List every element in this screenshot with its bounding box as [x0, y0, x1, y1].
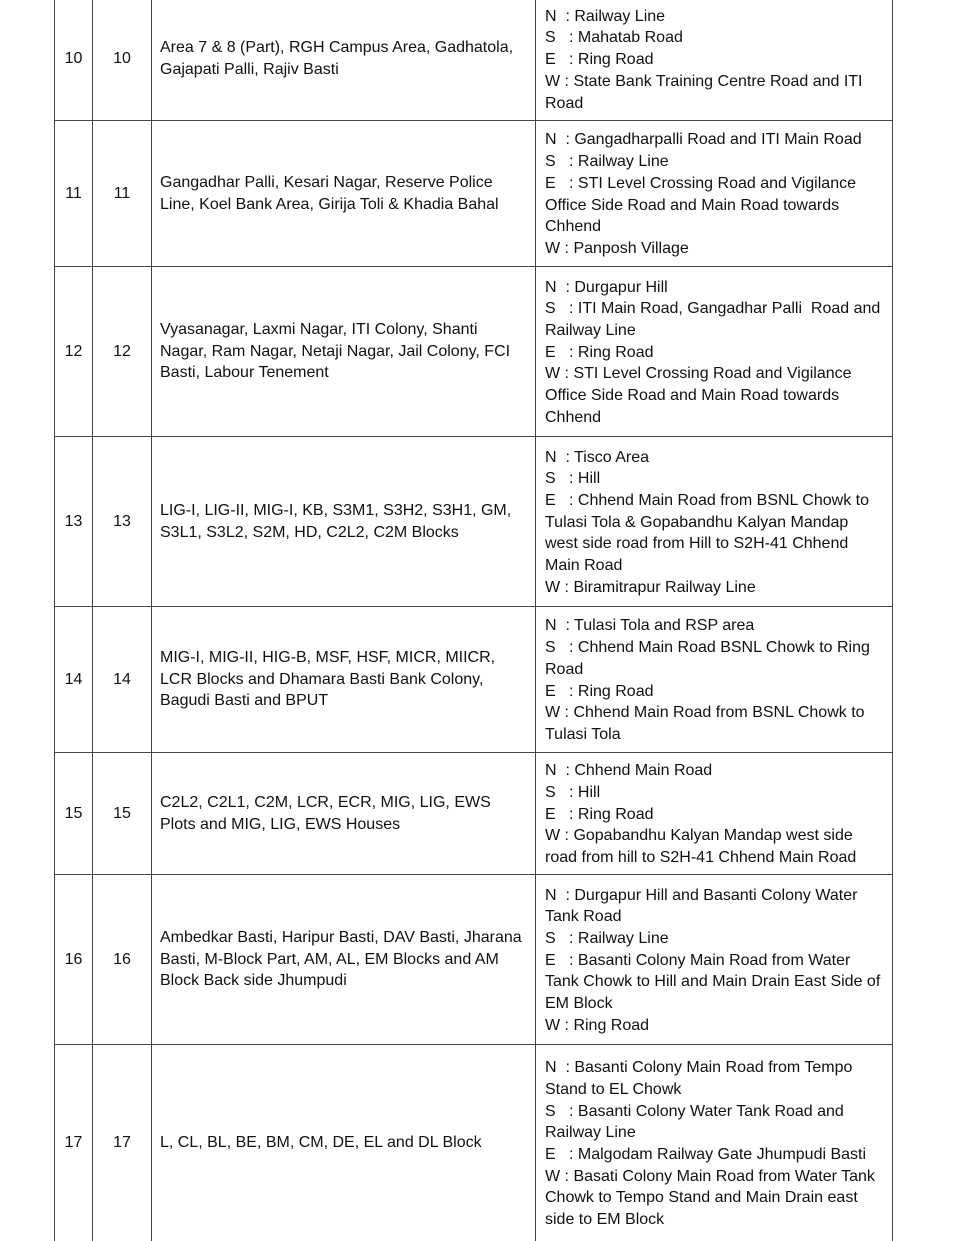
ward-number: 13 [93, 437, 152, 606]
boundary-north: N : Railway Line [545, 7, 666, 25]
boundary-east: E : Chhend Main Road from BSNL Chowk to Tulasi Tola & Gopabandhu Kalyan Mandap west side road from Hill to S2H-41 Chhend Main Road [545, 491, 874, 575]
boundary-east: E : Ring Road [545, 805, 654, 823]
boundary-south: S : Chhend Main Road BSNL Chowk to Ring Road [545, 639, 875, 678]
boundary-south: S : Railway Line [545, 929, 669, 947]
ward-number: 11 [93, 121, 152, 266]
boundary-north: N : Tulasi Tola and RSP area [545, 617, 755, 635]
ward-number: 10 [93, 0, 152, 120]
ward-number: 16 [93, 875, 152, 1044]
table-row [55, 607, 892, 753]
table-row [55, 875, 892, 1045]
boundary-east: E : Ring Road [545, 51, 654, 69]
table-row [55, 437, 892, 607]
serial-number: 13 [55, 437, 93, 606]
boundary-west: W : Gopabandhu Kalyan Mandap west side road from hill to S2H-41 Chhend Main Road [545, 827, 858, 867]
boundary-north: N : Chhend Main Road [545, 762, 713, 780]
boundary-east: E : Basanti Colony Main Road from Water Tank Chowk to Hill and Main Drain East Side of EM Block [545, 951, 885, 1013]
ward-areas: Ambedkar Basti, Haripur Basti, DAV Basti, Jharana Basti, M-Block Part, AM, AL, EM Blocks and AM Block Back side Jhumpudi [152, 875, 536, 1044]
serial-number: 16 [55, 875, 93, 1044]
boundary-south: S : Hill [545, 783, 601, 801]
table-row [55, 1045, 892, 1241]
ward-areas: Vyasanagar, Laxmi Nagar, ITI Colony, Shanti Nagar, Ram Nagar, Netaji Nagar, Jail Colony, FCI Basti, Labour Tenement [152, 267, 536, 436]
boundary-north: N : Gangadharpalli Road and ITI Main Road [545, 131, 862, 149]
ward-areas: LIG-I, LIG-II, MIG-I, KB, S3M1, S3H2, S3H1, GM, S3L1, S3L2, S2M, HD, C2L2, C2M Blocks [152, 437, 536, 606]
ward-boundaries [536, 753, 892, 874]
ward-boundaries [536, 437, 892, 606]
boundary-west: W : STI Level Crossing Road and Vigilance Office Side Road and Main Road towards Chhend [545, 365, 856, 426]
boundary-west: W : Chhend Main Road from BSNL Chowk to Tulasi Tola [545, 704, 869, 743]
boundary-south: S : Mahatab Road [545, 29, 683, 47]
serial-number: 15 [55, 753, 93, 874]
boundary-west: W : Biramitrapur Railway Line [545, 578, 756, 596]
ward-boundaries [536, 0, 892, 120]
ward-number: 15 [93, 753, 152, 874]
table-row [55, 0, 892, 121]
boundary-east: E : Malgodam Railway Gate Jhumpudi Basti [545, 1146, 867, 1163]
boundary-west: W : Basati Colony Main Road from Water Tank Chowk to Tempo Stand and Main Drain east side to EM Block [545, 1167, 880, 1229]
boundary-west: W : Panposh Village [545, 239, 689, 257]
table-row [55, 753, 892, 875]
ward-areas: MIG-I, MIG-II, HIG-B, MSF, HSF, MICR, MIICR, LCR Blocks and Dhamara Basti Bank Colony, Bagudi Basti and BPUT [152, 607, 536, 752]
boundary-south: S : ITI Main Road, Gangadhar Palli Road and Railway Line [545, 300, 885, 339]
boundary-east: E : STI Level Crossing Road and Vigilance Office Side Road and Main Road towards Chhend [545, 174, 861, 236]
serial-number: 14 [55, 607, 93, 752]
boundary-south: S : Hill [545, 470, 601, 488]
boundary-north: N : Tisco Area [545, 448, 650, 466]
ward-areas: C2L2, C2L1, C2M, LCR, ECR, MIG, LIG, EWS Plots and MIG, LIG, EWS Houses [152, 753, 536, 874]
ward-boundaries [536, 1045, 892, 1241]
ward-number: 17 [93, 1045, 152, 1241]
ward-boundary-table [54, 0, 893, 1241]
table-row [55, 121, 892, 267]
serial-number: 10 [55, 0, 93, 120]
boundary-south: S : Basanti Colony Water Tank Road and Railway Line [545, 1102, 849, 1142]
boundary-west: W : Ring Road [545, 1016, 650, 1034]
boundary-east: E : Ring Road [545, 343, 654, 361]
boundary-east: E : Ring Road [545, 682, 654, 700]
boundary-north: N : Basanti Colony Main Road from Tempo Stand to EL Chowk [545, 1059, 857, 1098]
ward-boundaries [536, 267, 892, 436]
ward-areas: Gangadhar Palli, Kesari Nagar, Reserve Police Line, Koel Bank Area, Girija Toli & Khadia Bahal [152, 121, 536, 266]
ward-number: 14 [93, 607, 152, 752]
boundary-north: N : Durgapur Hill and Basanti Colony Water Tank Road [545, 886, 862, 926]
ward-boundaries [536, 607, 892, 752]
boundary-south: S : Railway Line [545, 153, 669, 171]
ward-number: 12 [93, 267, 152, 436]
boundary-north: N : Durgapur Hill [545, 278, 668, 296]
ward-boundaries [536, 875, 892, 1044]
serial-number: 17 [55, 1045, 93, 1241]
table-row [55, 267, 892, 437]
boundary-west: W : State Bank Training Centre Road and ITI Road [545, 72, 867, 112]
ward-areas: Area 7 & 8 (Part), RGH Campus Area, Gadhatola, Gajapati Palli, Rajiv Basti [152, 0, 536, 120]
serial-number: 11 [55, 121, 93, 266]
ward-areas: L, CL, BL, BE, BM, CM, DE, EL and DL Block [152, 1045, 536, 1241]
serial-number: 12 [55, 267, 93, 436]
ward-boundaries [536, 121, 892, 266]
